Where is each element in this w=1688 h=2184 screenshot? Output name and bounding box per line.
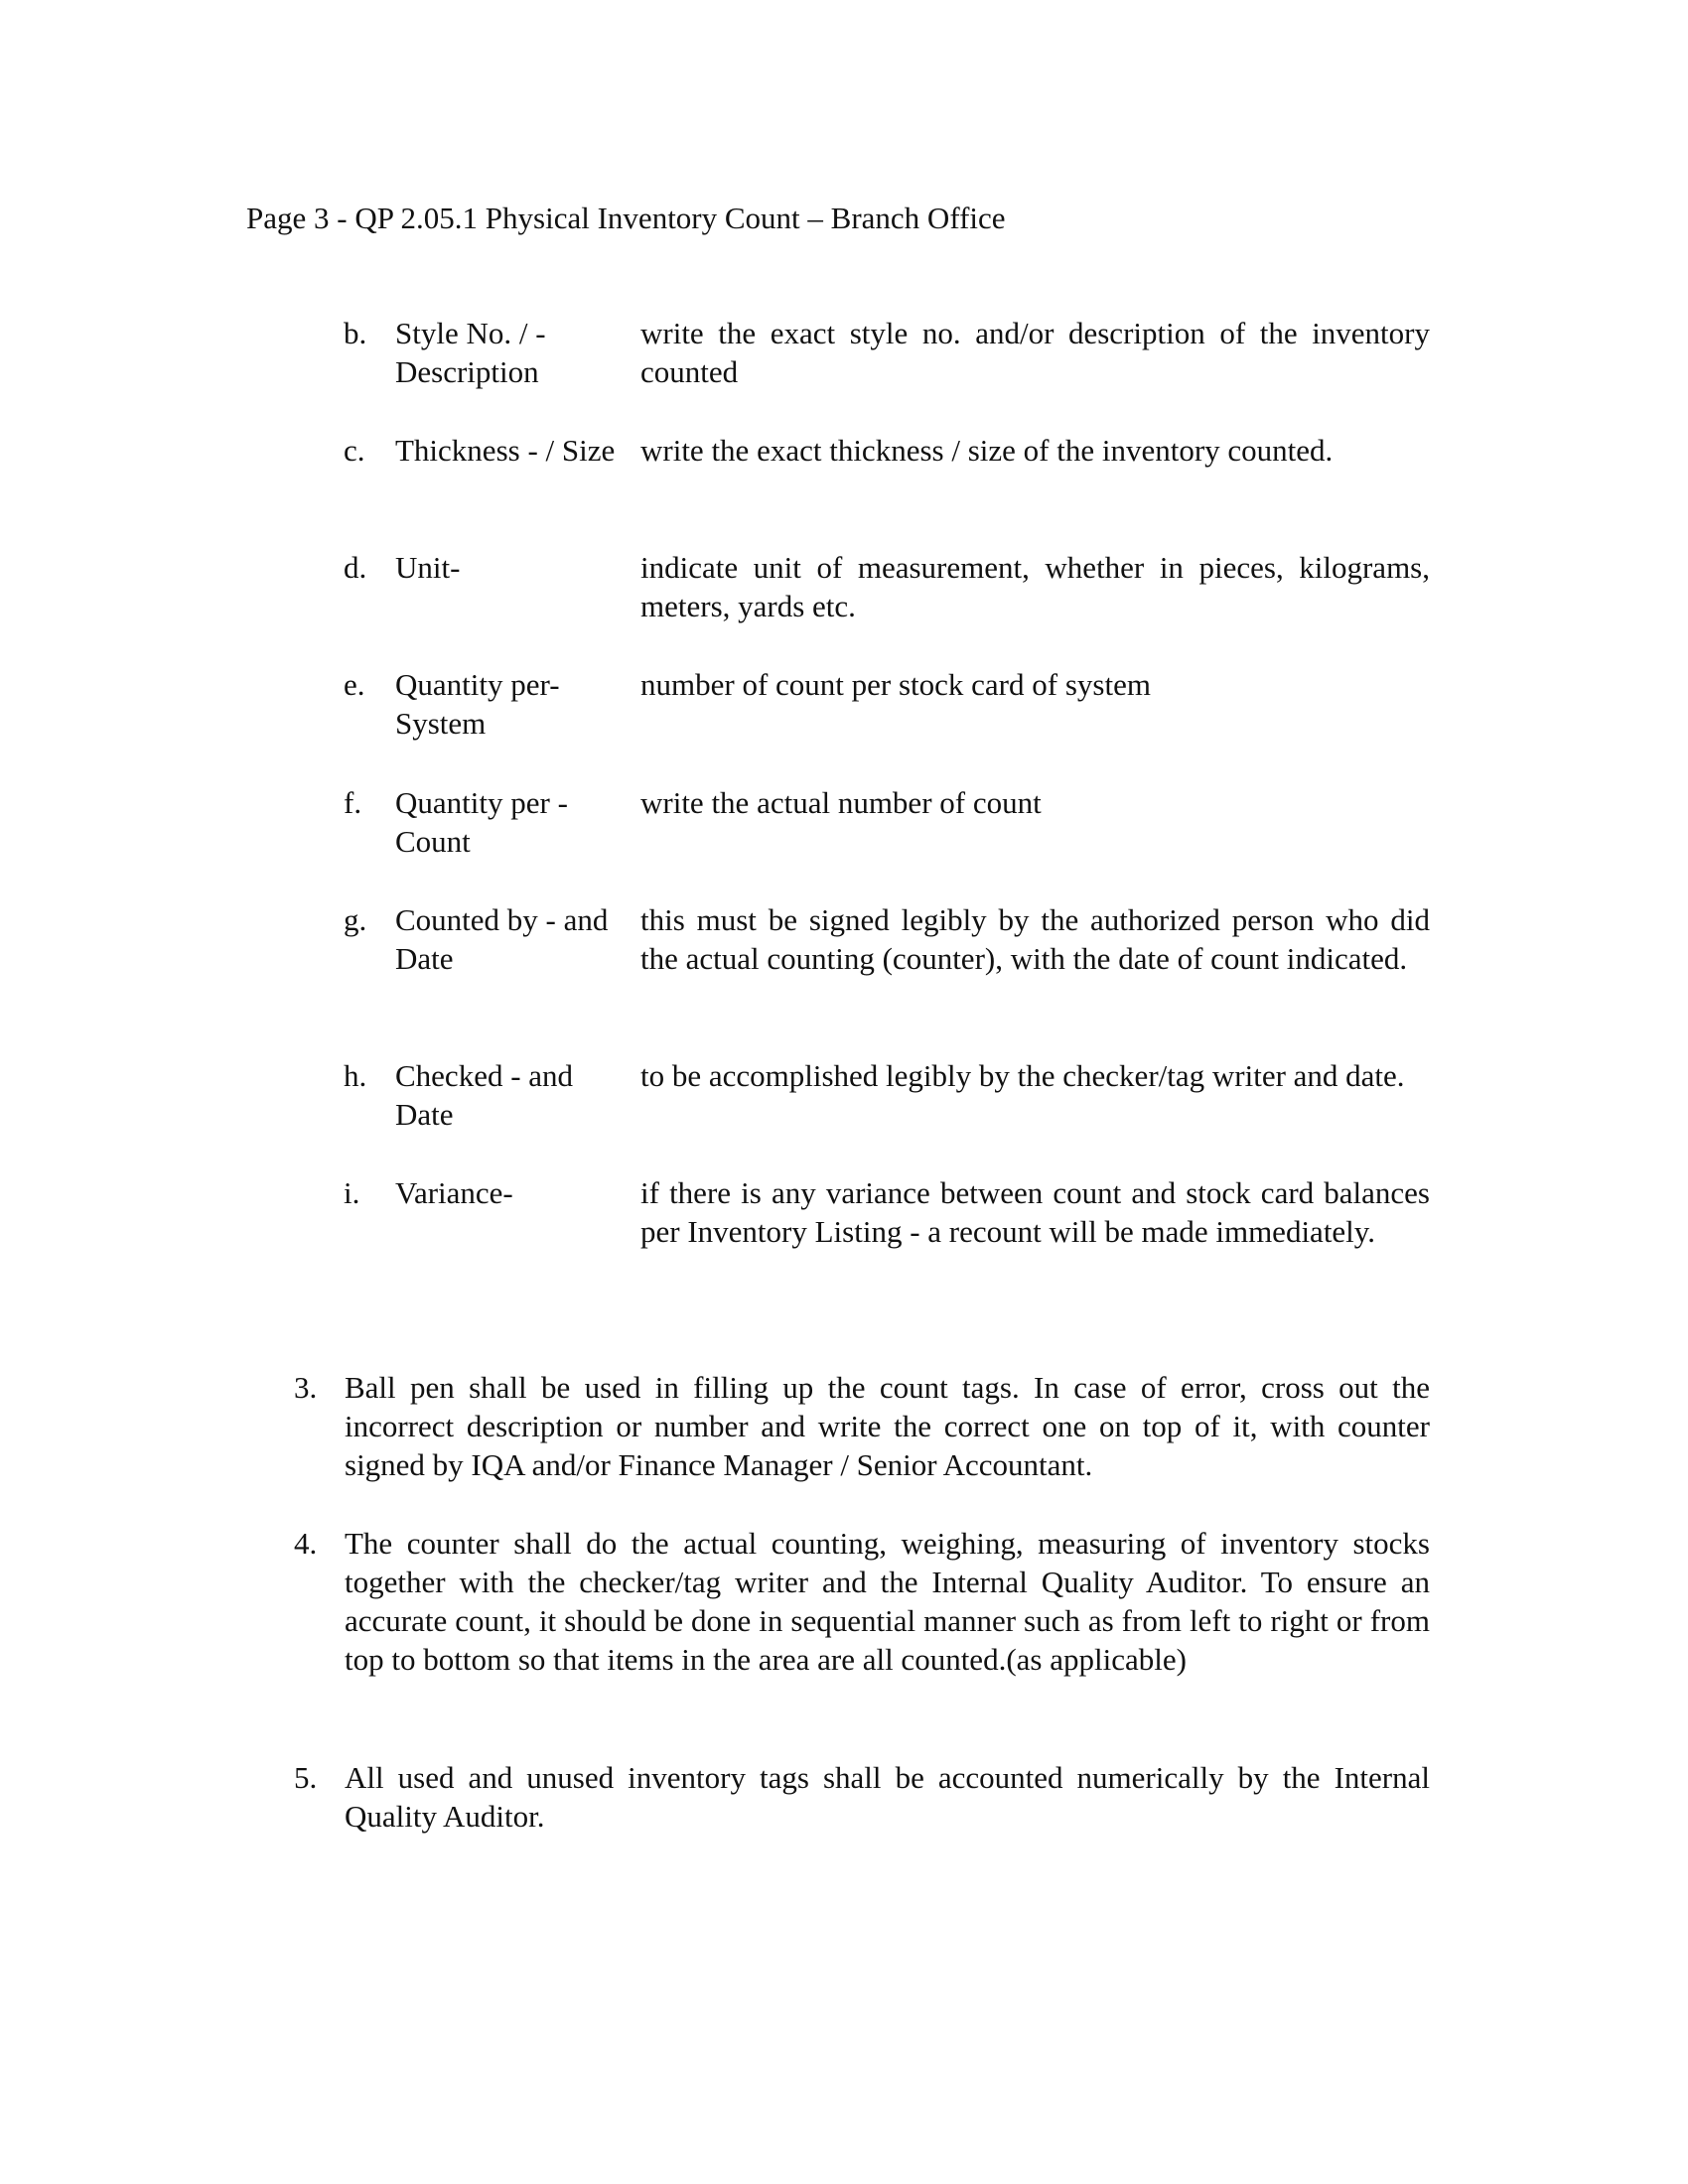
- item-text: Ball pen shall be used in filling up the count tags. In case of error, cross out the incorrect description or number and write the correct one on top of it, with counter signed by IQA and/or Finance Manager / Senior Accountant.: [345, 1370, 1430, 1482]
- definition-letter: d.: [344, 550, 367, 585]
- definition-letter: f.: [344, 785, 362, 820]
- definition-term: Variance-: [395, 1175, 513, 1210]
- definition-text: indicate unit of measurement, whether in pieces, kilograms, meters, yards etc.: [640, 550, 1430, 623]
- definition-text: this must be signed legibly by the authorized person who did the actual counting (counter), with the date of count indicated.: [640, 902, 1430, 976]
- definition-term: Style No. / - Description: [395, 316, 546, 389]
- definition-letter: i.: [344, 1175, 360, 1210]
- definition-term: Thickness - / Size: [395, 433, 616, 468]
- definition-text: write the actual number of count: [640, 785, 1042, 820]
- definition-letter: c.: [344, 433, 365, 468]
- definition-text: write the exact thickness / size of the inventory counted.: [640, 433, 1334, 468]
- definition-text: write the exact style no. and/or description of the inventory counted: [640, 316, 1430, 389]
- page-header: Page 3 - QP 2.05.1 Physical Inventory Count – Branch Office: [246, 201, 1006, 235]
- definition-term: Checked - and Date: [395, 1058, 574, 1132]
- definition-term: Counted by - and Date: [395, 902, 609, 976]
- definition-letter: g.: [344, 902, 367, 937]
- item-number: 4.: [294, 1526, 318, 1561]
- definition-letter: h.: [344, 1058, 367, 1093]
- item-text: The counter shall do the actual counting, weighing, measuring of inventory stocks together with the checker/tag writer and the Internal Quality Auditor. To ensure an accurate count, it should be done in sequential manner such as from left to right or from top to bottom so that items in the area are all counted.(as applicable): [345, 1526, 1430, 1677]
- definition-text: to be accomplished legibly by the checker/tag writer and date.: [640, 1058, 1405, 1093]
- item-number: 3.: [294, 1370, 318, 1405]
- definition-text: number of count per stock card of system: [640, 667, 1151, 702]
- definition-term: Unit-: [395, 550, 461, 585]
- definition-letter: b.: [344, 316, 367, 350]
- definition-letter: e.: [344, 667, 365, 702]
- item-number: 5.: [294, 1760, 318, 1795]
- definition-text: if there is any variance between count and stock card balances per Inventory Listing - a recount will be made immediately.: [640, 1175, 1430, 1249]
- definition-term: Quantity per - Count: [395, 785, 568, 859]
- definition-term: Quantity per- System: [395, 667, 560, 741]
- item-text: All used and unused inventory tags shall be accounted numerically by the Internal Quality Auditor.: [345, 1760, 1430, 1834]
